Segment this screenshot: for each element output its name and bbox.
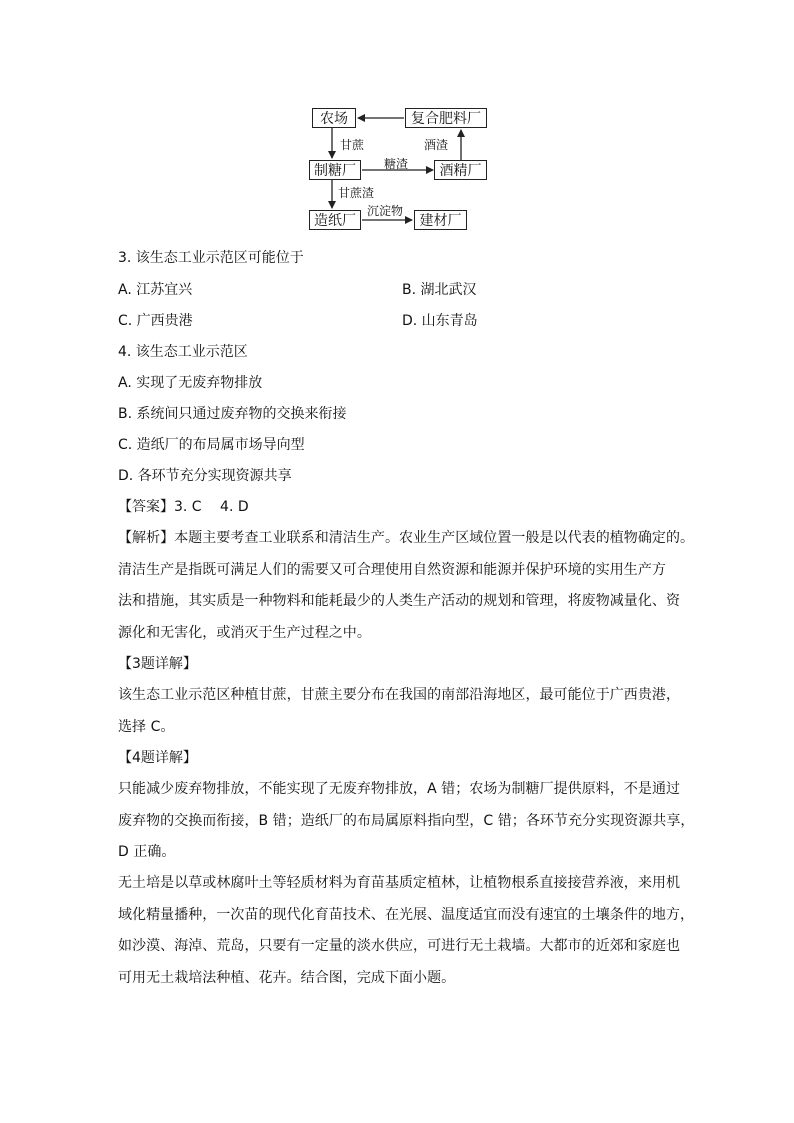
question-3-detail-title: 【3题详解】	[118, 656, 197, 672]
question-3-option-b: B. 湖北武汉	[402, 282, 477, 298]
node-paper-mill: 造纸厂	[309, 210, 361, 230]
detail-line: 只能减少废弃物排放，不能实现了无废弃物排放，A 错；农场为制糖厂提供原料，不是通过	[118, 781, 681, 797]
question-4-detail	[118, 779, 695, 874]
question-4-detail-title: 【4题详解】	[118, 750, 197, 766]
node-building-materials-plant: 建材厂	[414, 210, 467, 230]
question-3-option-c: C. 广西贵港	[118, 313, 193, 329]
edge-label-bagasse: 甘蔗渣	[338, 186, 375, 200]
question-3-detail	[118, 685, 678, 748]
intro-line: 如沙漠、海淖、荒岛，只要有一定量的淡水供应，可进行无土栽墙。大都市的近郊和家庭也	[118, 938, 680, 955]
detail-line: 选择 C。	[118, 718, 175, 735]
analysis-paragraph	[118, 528, 695, 654]
intro-line: 可用无土栽培法种植、花卉。结合图，完成下面小题。	[118, 969, 456, 986]
question-4-option-a: A. 实现了无废弃物排放	[118, 375, 263, 391]
analysis-line: 法和措施，其实质是一种物料和能耗最少的人类生产活动的规划和管理，将废物减量化、资	[118, 593, 680, 610]
soilless-culture-intro	[118, 873, 695, 999]
edge-label-sugarcane: 甘蔗	[340, 138, 365, 152]
analysis-line: 【解析】本题主要考查工业联系和清洁生产。农业生产区域位置一般是以代表的植物确定的。	[118, 530, 695, 546]
answer-line: 【答案】3. C 4. D	[118, 499, 249, 515]
industry-flow-diagram	[306, 102, 488, 232]
question-4-stem: 4. 该生态工业示范区	[118, 344, 248, 360]
analysis-line: 清洁生产是指既可满足人们的需要又可合理使用自然资源和能源并保护环境的实用生产方	[118, 561, 666, 578]
node-farm: 农场	[312, 108, 356, 128]
question-4-option-b: B. 系统间只通过废弃物的交换来衔接	[118, 406, 347, 422]
question-3-option-a: A. 江苏宜兴	[118, 282, 193, 298]
intro-line: 无土培是以草或林腐叶土等轻质材料为育苗基质定植林，让植物根系直接接营养液，来用机	[118, 875, 680, 891]
node-sugar-plant: 制糖厂	[309, 160, 361, 180]
analysis-line: 源化和无害化，或消灭于生产过程之中。	[118, 624, 371, 641]
edge-label-distillers-grains: 酒渣	[424, 138, 449, 152]
edge-label-sugar-residue: 糖渣	[384, 157, 409, 171]
detail-line: D 正确。	[118, 844, 176, 861]
question-4-option-d: D. 各环节充分实现资源共享	[118, 468, 292, 484]
question-3-stem: 3. 该生态工业示范区可能位于	[118, 250, 304, 266]
intro-line: 域化精量播种，一次苗的现代化育苗技术、在光展、温度适宜而没有速宜的土壤条件的地方，	[118, 906, 695, 923]
detail-line: 该生态工业示范区种植甘蔗，甘蔗主要分布在我国的南部沿海地区，最可能位于广西贵港，	[118, 687, 680, 703]
question-3-option-d: D. 山东青岛	[402, 313, 478, 329]
question-4-option-c: C. 造纸厂的布局属市场导向型	[118, 437, 305, 453]
node-fertilizer-plant: 复合肥料厂	[405, 108, 487, 128]
node-alcohol-plant: 酒精厂	[434, 160, 487, 180]
edge-label-sediment: 沉淀物	[367, 204, 404, 218]
detail-line: 废弃物的交换而衔接，B 错；造纸厂的布局属原料指向型，C 错；各环节充分实现资源共享，	[118, 812, 695, 829]
